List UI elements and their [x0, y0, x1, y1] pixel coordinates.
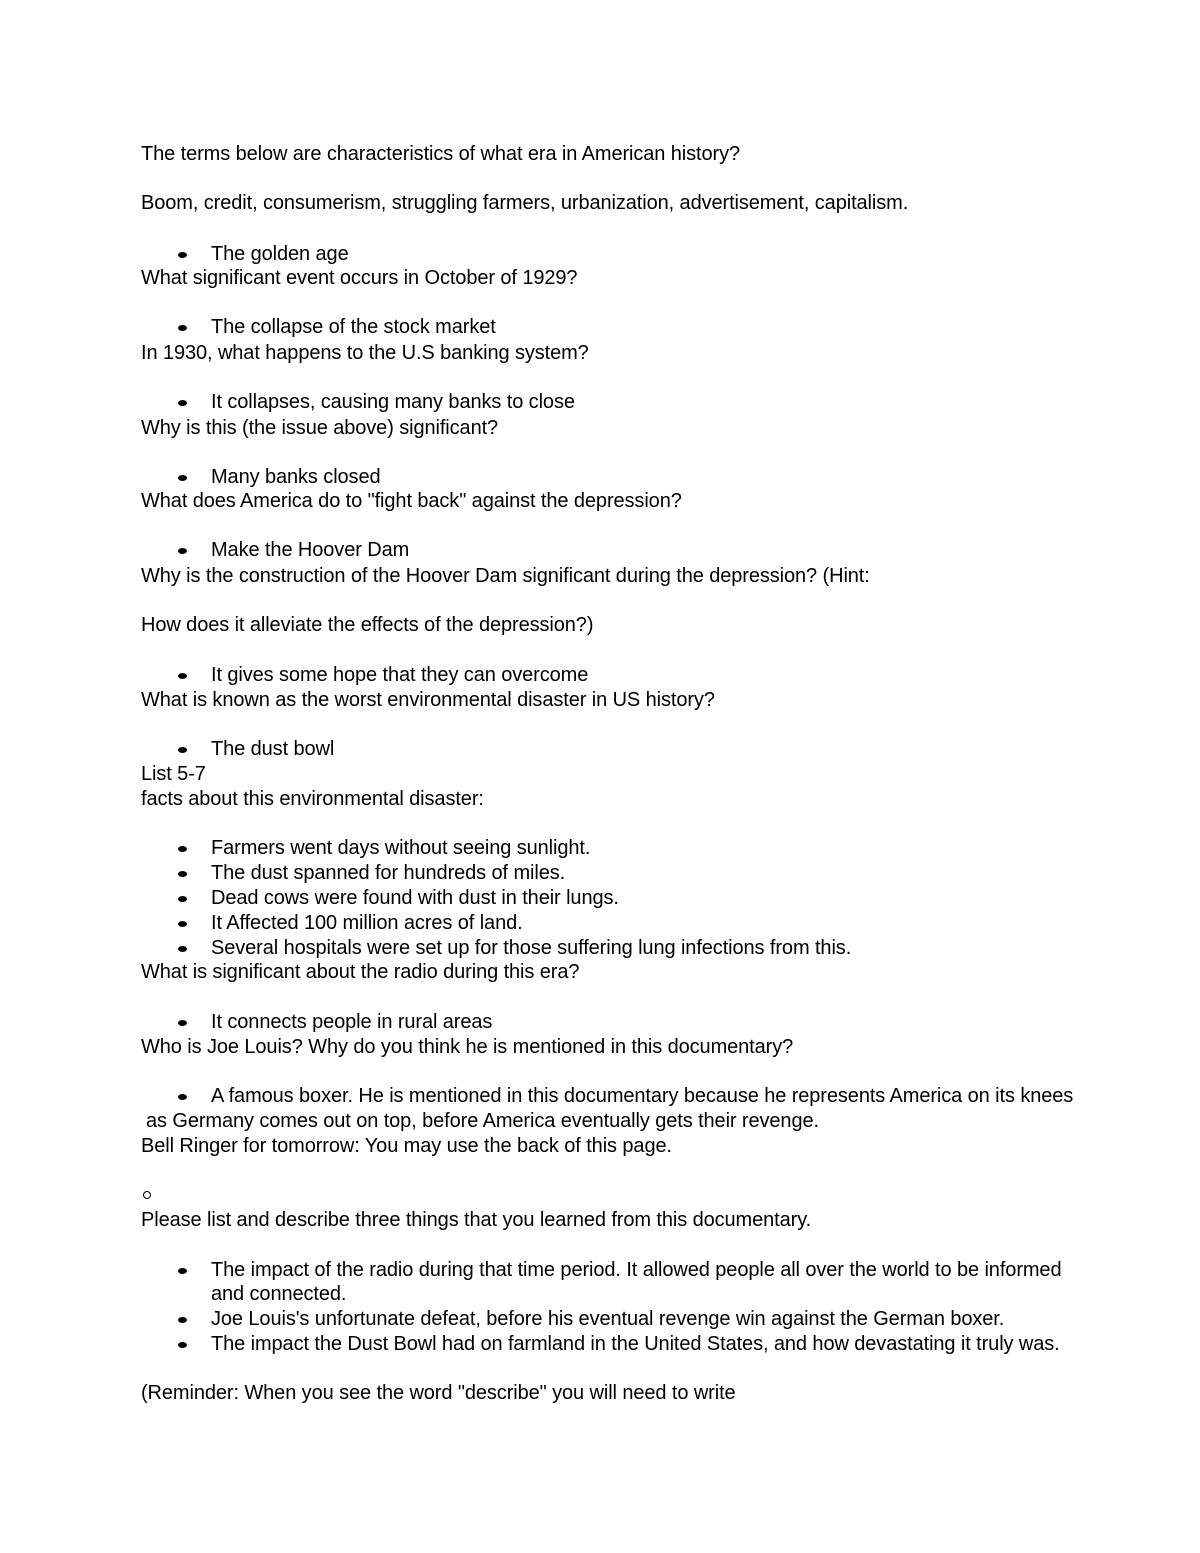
question-era-terms: Boom, credit, consumerism, struggling farmers, urbanization, advertisement, capitalism.	[141, 192, 909, 214]
bullet-icon	[178, 871, 187, 877]
bullet-icon	[178, 673, 187, 679]
learned-item: The impact the Dust Bowl had on farmland in the United States, and how devastating it truly was.	[211, 1333, 1060, 1355]
learned-item: The impact of the radio during that time period. It allowed people all over the world to be informed	[211, 1259, 1062, 1281]
bullet-icon	[178, 946, 187, 952]
question-learned: Please list and describe three things that you learned from this documentary.	[141, 1209, 812, 1231]
bullet-icon	[178, 1020, 187, 1026]
fact-item: Dead cows were found with dust in their lungs.	[211, 887, 619, 909]
bell-ringer: Bell Ringer for tomorrow: You may use the back of this page.	[141, 1135, 672, 1157]
answer-joe-louis: A famous boxer. He is mentioned in this documentary because he represents America on its knees	[211, 1085, 1074, 1107]
bullet-icon	[178, 548, 187, 554]
bullet-icon	[178, 252, 187, 258]
question-list-facts: List 5-7	[141, 763, 206, 785]
question-joe-louis: Who is Joe Louis? Why do you think he is mentioned in this documentary?	[141, 1036, 794, 1058]
bullet-icon	[178, 1268, 187, 1274]
question-october-1929: What significant event occurs in October of 1929?	[141, 267, 578, 289]
question-radio: What is significant about the radio during this era?	[141, 961, 580, 983]
answer-era: The golden age	[211, 243, 349, 265]
answer-october-1929: The collapse of the stock market	[211, 316, 496, 338]
question-list-facts-cont: facts about this environmental disaster:	[141, 788, 484, 810]
question-significance: Why is this (the issue above) significant?	[141, 417, 499, 439]
bullet-icon	[178, 325, 187, 331]
bullet-icon	[178, 400, 187, 406]
question-fight-back: What does America do to "fight back" against the depression?	[141, 490, 682, 512]
bullet-icon	[178, 1094, 187, 1100]
answer-hoover-dam: It gives some hope that they can overcome	[211, 664, 589, 686]
bullet-icon	[178, 896, 187, 902]
learned-item-cont: and connected.	[211, 1283, 347, 1305]
answer-joe-louis-cont: as Germany comes out on top, before America eventually gets their revenge.	[146, 1110, 819, 1132]
bullet-icon	[178, 475, 187, 481]
question-banking: In 1930, what happens to the U.S banking system?	[141, 342, 589, 364]
bullet-icon	[178, 747, 187, 753]
bullet-icon	[178, 921, 187, 927]
fact-item: The dust spanned for hundreds of miles.	[211, 862, 566, 884]
question-environmental-disaster: What is known as the worst environmental disaster in US history?	[141, 689, 715, 711]
answer-radio: It connects people in rural areas	[211, 1011, 493, 1033]
learned-item: Joe Louis's unfortunate defeat, before his eventual revenge win against the German boxer.	[211, 1308, 1005, 1330]
bullet-icon	[178, 1342, 187, 1348]
question-era: The terms below are characteristics of what era in American history?	[141, 143, 741, 165]
reminder-note: (Reminder: When you see the word "describe" you will need to write	[141, 1382, 736, 1404]
bullet-icon	[178, 846, 187, 852]
answer-fight-back: Make the Hoover Dam	[211, 539, 410, 561]
answer-environmental-disaster: The dust bowl	[211, 738, 335, 760]
question-hoover-dam-cont: How does it alleviate the effects of the depression?)	[141, 614, 594, 636]
bullet-icon	[178, 1317, 187, 1323]
fact-item: Several hospitals were set up for those suffering lung infections from this.	[211, 937, 852, 959]
answer-significance: Many banks closed	[211, 466, 381, 488]
circle-bullet-icon	[143, 1191, 151, 1199]
answer-banking: It collapses, causing many banks to close	[211, 391, 575, 413]
question-hoover-dam: Why is the construction of the Hoover Dam significant during the depression? (Hint:	[141, 565, 870, 587]
fact-item: Farmers went days without seeing sunlight.	[211, 837, 591, 859]
fact-item: It Affected 100 million acres of land.	[211, 912, 523, 934]
